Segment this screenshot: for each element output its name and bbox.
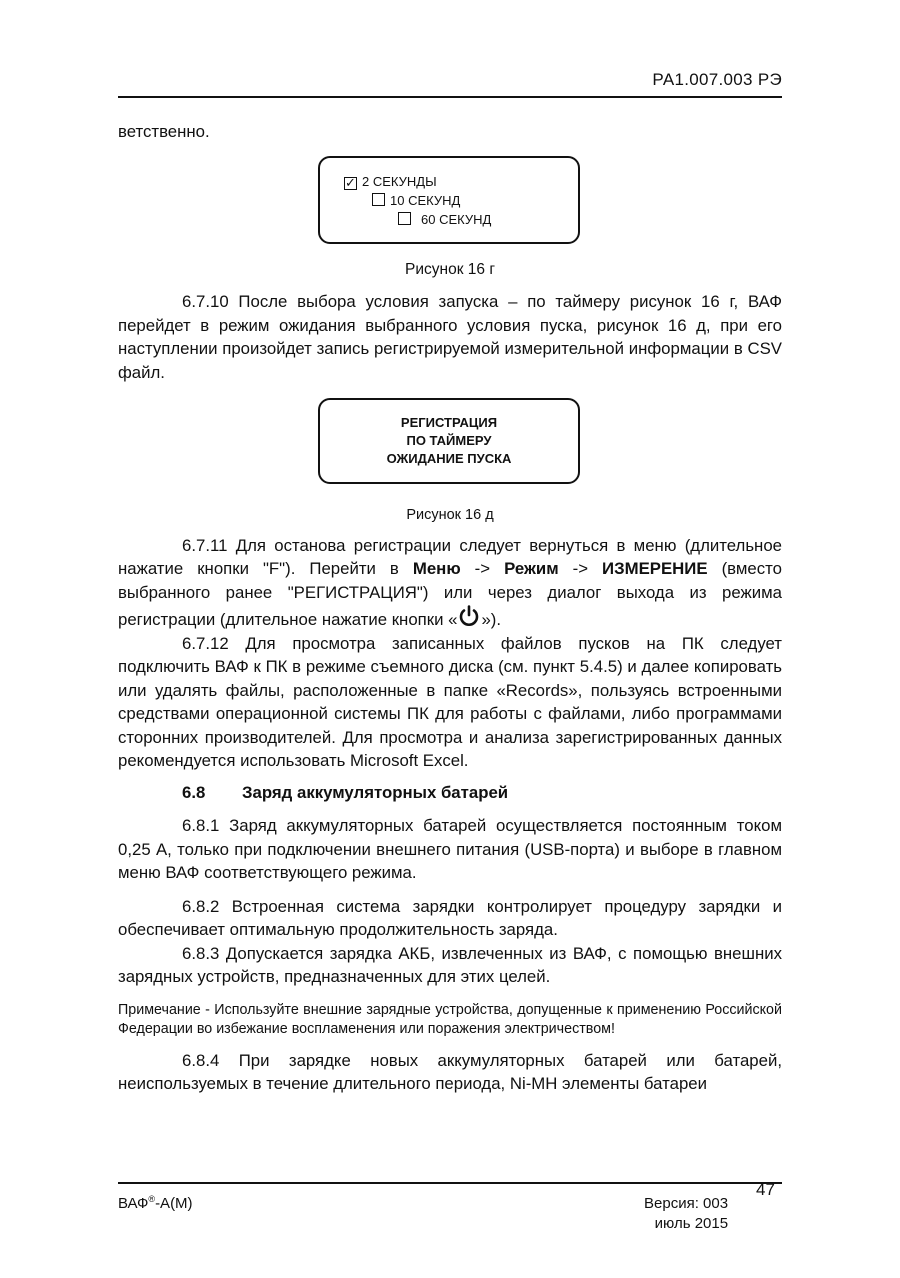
checkbox-empty-icon	[372, 193, 385, 206]
section-heading-6-8: 6.8 Заряд аккумуляторных батарей	[182, 782, 509, 802]
screen-line: ОЖИДАНИЕ ПУСКА	[386, 451, 512, 466]
continuation-text: ветственно.	[118, 122, 210, 141]
menu-path-measure: ИЗМЕРЕНИЕ	[602, 559, 708, 578]
menu-path-mode: Режим	[504, 559, 559, 578]
option-10-seconds: 10 СЕКУНД	[372, 191, 578, 210]
screen-line: РЕГИСТРАЦИЯ	[400, 415, 498, 430]
checkbox-empty-icon	[398, 212, 411, 225]
release-date: июль 2015	[654, 1215, 729, 1232]
paragraph-6-7-11: 6.7.11 Для останова регистрации следует вернуться в меню (длительное нажатие кнопки "F"). Перейти в Меню -> Режим -> ИЗМЕРЕНИЕ (вместо выбранного ранее "РЕГИСТРАЦИЯ") или через диалог выхода из режима регистрации (длительное нажатие кнопки « »).	[118, 535, 782, 629]
doc-code: РА1.007.003 РЭ	[652, 70, 782, 89]
page-footer	[118, 1180, 782, 1232]
page-body	[118, 120, 782, 1096]
paragraph-6-8-2: 6.8.2 Встроенная система зарядки контролирует процедуру зарядки и обеспечивает оптимальную продолжительность заряда.	[118, 896, 782, 939]
product-name: ВАФ®-А(М)	[118, 1194, 193, 1212]
figure-16d-screen	[318, 398, 580, 484]
screen-line: ПО ТАЙМЕРУ	[406, 433, 492, 448]
figure-16g-screen	[318, 156, 580, 244]
paragraph-6-8-4: 6.8.4 При зарядке новых аккумуляторных батарей или батарей, неиспользуемых в течение длительного периода, Ni-MH элементы батареи	[118, 1050, 782, 1093]
paragraph-6-8-1: 6.8.1 Заряд аккумуляторных батарей осуществляется постоянным током 0,25 А, только при подключении внешнего питания (USB-порта) и выборе в главном меню ВАФ соответствующего режима.	[118, 816, 782, 882]
paragraph-6-7-10: 6.7.10 После выбора условия запуска – по таймеру рисунок 16 г, ВАФ перейдет в режим ожидания выбранного условия пуска, рисунок 16 д, при его наступлении произойдет запись регистрируемой измерительной информации в CSV файл.	[118, 292, 782, 382]
checkbox-checked-icon: ✓	[345, 174, 356, 190]
paragraph-6-8-3: 6.8.3 Допускается зарядка АКБ, извлеченных из ВАФ, с помощью внешних зарядных устройств, предназначенных для этих целей.	[118, 943, 782, 986]
power-icon	[457, 604, 481, 628]
option-60-seconds: 60 СЕКУНД	[398, 210, 578, 229]
option-2-seconds: ✓ 2 СЕКУНДЫ	[345, 173, 437, 190]
version-info	[644, 1194, 728, 1234]
version-label: Версия: 003	[644, 1195, 729, 1212]
page-number: 47	[756, 1180, 775, 1199]
menu-path-menu: Меню	[412, 559, 461, 578]
figure-16g-caption: Рисунок 16 г	[405, 260, 495, 278]
safety-note: Примечание - Используйте внешние зарядные устройства, допущенные к применению Российской Федерации во избежание воспламенения или поражения электричеством!	[118, 1001, 782, 1037]
paragraph-6-7-12: 6.7.12 Для просмотра записанных файлов пусков на ПК следует подключить ВАФ к ПК в режиме съемного диска (см. пункт 5.4.5) и далее копировать или удалять файлы, расположенные в папке «Records», пользуясь встроенными средствами операционной системы ПК для работы с файлами, либо программами сторонних производителей. Для просмотра и анализа зарегистрированных данных рекомендуется использовать Microsoft Excel.	[118, 633, 782, 770]
figure-16d-caption: Рисунок 16 д	[406, 507, 494, 523]
running-header	[118, 70, 782, 98]
